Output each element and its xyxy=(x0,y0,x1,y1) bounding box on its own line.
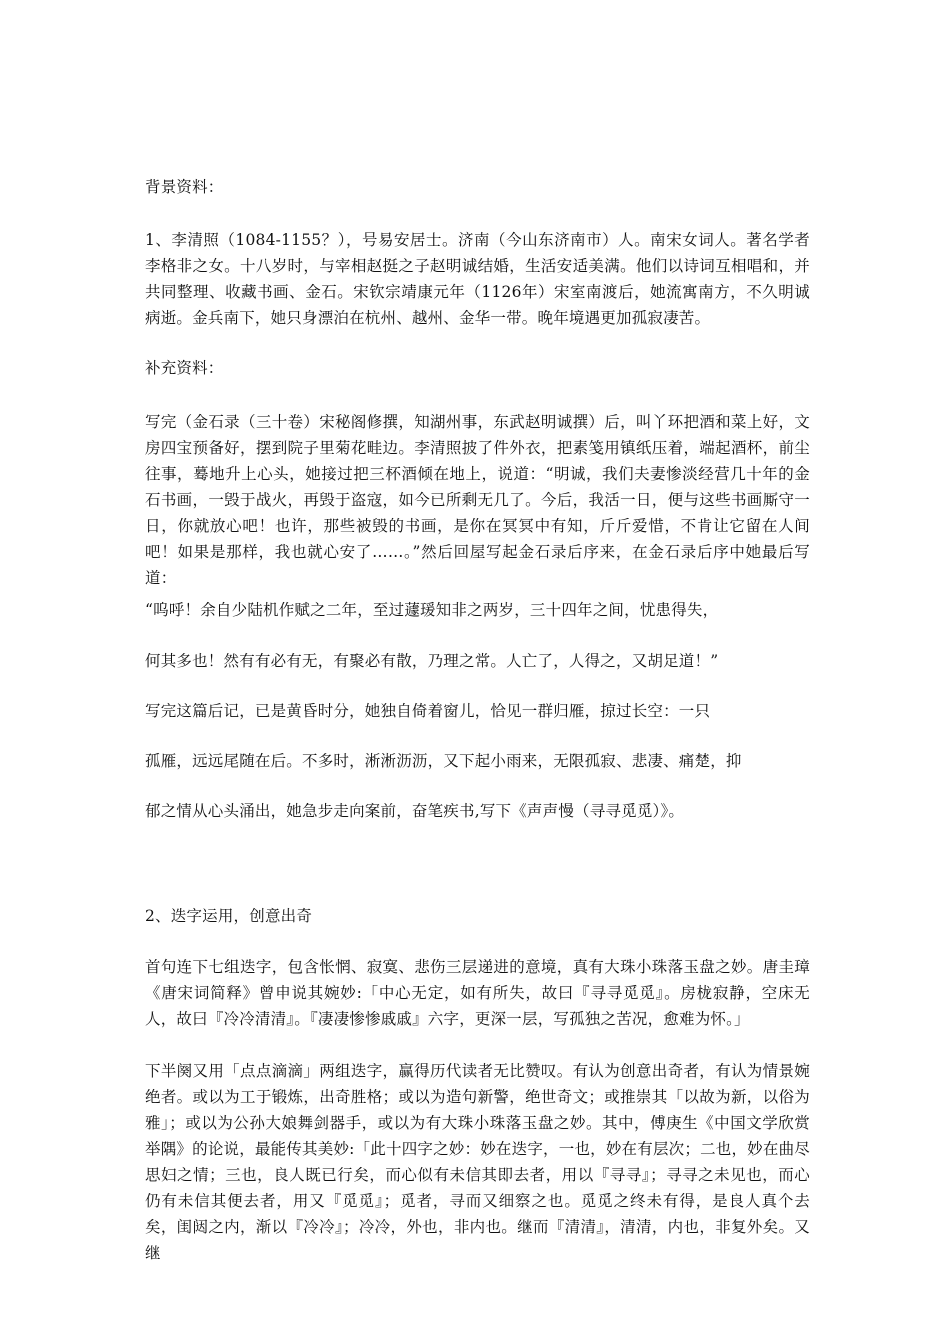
section1-paragraph: 1、李清照（1084-1155？），号易安居士。济南（今山东济南市）人。南宋女词人。著名学者李格非之女。十八岁时，与宰相赵挺之子赵明诚结婚，生活安适美满。他们以诗词互相唱和，并共同整理、收藏书画、金石。宋钦宗靖康元年（1126年）宋室南渡后，她流寓南方，不久明诚病逝。金兵南下，她只身漂泊在杭州、越州、金华一带。晚年境遇更加孤寂凄苦。 xyxy=(145,231,810,327)
quote-line-1: “呜呼！余自少陆机作赋之二年，至过蘧瑗知非之两岁，三十四年之间，忧患得失， xyxy=(145,601,719,619)
section2-paragraph-1: 首句连下七组迭字，包含怅惘、寂寞、悲伤三层递进的意境，真有大珠小珠落玉盘之妙。唐圭璋《唐宋词简释》曾申说其婉妙:「中心无定，如有所失，故曰『寻寻觅觅』。房栊寂静，空床无人，故曰『冷冷清清』。『凄凄惨惨戚戚』六字，更深一层，写孤独之苦况，愈难为怀。」 xyxy=(145,958,810,1028)
supplement-paragraph: 写完（金石录（三十卷）宋秘阁修撰，知湖州事，东武赵明诚撰）后，叫丫环把酒和菜上好，文房四宝预备好，摆到院子里菊花畦边。李清照披了件外衣，把素笺用镇纸压着，端起酒杯，前尘往事，蓦地升上心头，她接过把三杯酒倾在地上，说道：“明诚，我们夫妻惨淡经营几十年的金石书画，一毁于战火，再毁于盗寇，如今已所剩无几了。今后，我活一日，便与这些书画厮守一日，你就放心吧！也许，那些被毁的书画，是你在冥冥中有知，斤斤爱惜，不肯让它留在人间吧！如果是那样，我也就心安了……。”然后回屋写起金石录后序来，在金石录后序中她最后写道： xyxy=(145,413,810,587)
quote-line-2: 何其多也！然有有必有无，有聚必有散，乃理之常。人亡了，人得之，又胡足道！” xyxy=(145,652,719,670)
narrative-line-2: 孤雁，远远尾随在后。不多时，淅淅沥沥，又下起小雨来，无限孤寂、悲凄、痛楚，抑 xyxy=(145,752,742,770)
narrative-line-3: 郁之情从心头涌出，她急步走向案前，奋笔疾书,写下《声声慢（寻寻觅觅）》。 xyxy=(145,802,685,820)
section2-paragraph-2: 下半阕又用「点点滴滴」两组迭字，赢得历代读者无比赞叹。有认为创意出奇者，有认为情景婉绝者。或以为工于锻炼，出奇胜格；或以为造句新警，绝世奇文；或推崇其「以故为新，以俗为雅」；或以为公孙大娘舞剑器手，或以为有大珠小珠落玉盘之妙。其中，傅庚生《中国文学欣赏举隅》的论说，最能传其美妙:「此十四字之妙：妙在迭字，一也，妙在有层次；二也，妙在曲尽思妇之情；三也，良人既已行矣，而心似有未信其即去者，用以『寻寻』；寻寻之未见也，而心仍有未信其便去者，用又『觅觅』；觅者，寻而又细察之也。觅觅之终未有得，是良人真个去矣，闺闼之内，渐以『冷冷』；冷冷，外也，非内也。继而『清清』，清清，内也，非复外矣。又继 xyxy=(145,1062,810,1262)
supplement-heading: 补充资料： xyxy=(145,359,224,377)
narrative-line-1: 写完这篇后记，已是黄昏时分，她独自倚着窗儿，恰见一群归雁，掠过长空：一只 xyxy=(145,702,711,720)
section2-heading: 2、迭字运用，创意出奇 xyxy=(145,907,313,925)
background-heading: 背景资料： xyxy=(145,178,224,196)
